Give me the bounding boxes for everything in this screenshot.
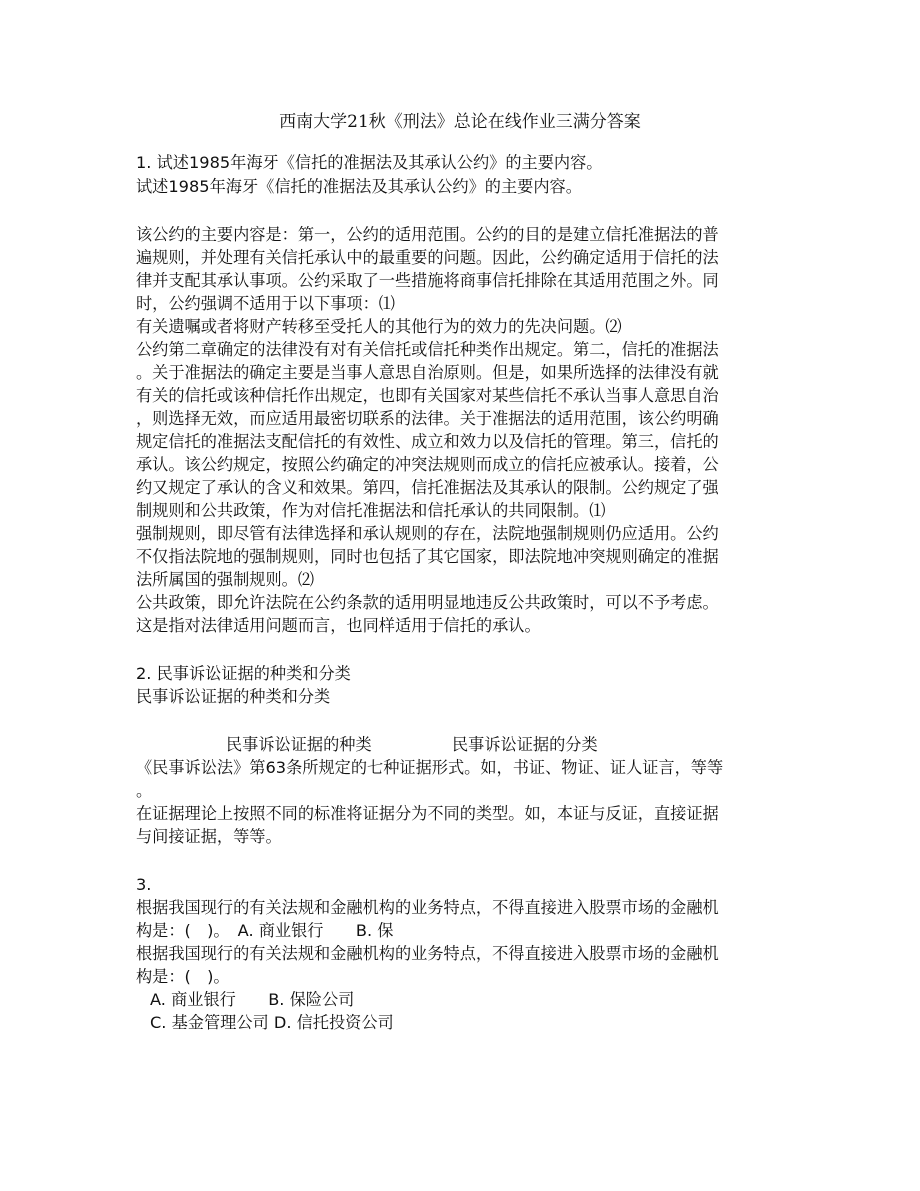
answer-line: 有关的信托或该种信托作出规定，也即有关国家对某些信托不承认当事人意思自治: [136, 386, 719, 405]
answer-line: 在证据理论上按照不同的标准将证据分为不同的类型。如，本证与反证，直接证据: [136, 804, 719, 823]
question-3-options: C. 基金管理公司 D. 信托投资公司: [150, 1013, 394, 1032]
question-3-line: 根据我国现行的有关法规和金融机构的业务特点，不得直接进入股票市场的金融机: [136, 898, 719, 917]
answer-line: 公约第二章确定的法律没有对有关信托或信托种类作出规定。第二，信托的准据法: [136, 340, 719, 359]
question-1-text: 试述1985年海牙《信托的准据法及其承认公约》的主要内容。: [136, 177, 582, 196]
answer-line: 这是指对法律适用问题而言，也同样适用于信托的承认。: [136, 616, 541, 635]
answer-line: 律并支配其承认事项。公约采取了一些措施将商事信托排除在其适用范围之外。同: [136, 271, 719, 290]
answer-line: 法所属国的强制规则。⑵: [136, 570, 315, 589]
answer-line: 与间接证据，等等。: [136, 827, 282, 846]
question-3-line: 构是：( )。 A. 商业银行 B. 保: [136, 921, 394, 940]
document-title: 西南大学21秋《刑法》总论在线作业三满分答案: [279, 112, 641, 132]
answer-line: ，则选择无效，而应适用最密切联系的法律。关于准据法的适用范围，该公约明确: [136, 409, 719, 428]
table-header-classification: 民事诉讼证据的分类: [452, 735, 598, 754]
answer-line: 强制规则，即尽管有法律选择和承认规则的存在，法院地强制规则仍应适用。公约: [136, 524, 719, 543]
question-2-text: 民事诉讼证据的种类和分类: [136, 687, 331, 706]
answer-line: 。: [136, 781, 153, 800]
answer-line: 规定信托的准据法支配信托的有效性、成立和效力以及信托的管理。第三，信托的: [136, 432, 719, 451]
answer-line: 。关于准据法的确定主要是当事人意思自治原则。但是，如果所选择的法律没有就: [136, 363, 719, 382]
question-3-options: A. 商业银行 B. 保险公司: [150, 990, 355, 1009]
question-3-number: 3.: [136, 875, 152, 894]
answer-line: 约又规定了承认的含义和效果。第四，信托准据法及其承认的限制。公约规定了强: [136, 478, 719, 497]
answer-line: 该公约的主要内容是：第一，公约的适用范围。公约的目的是建立信托准据法的普: [136, 225, 719, 244]
question-2-heading: 2. 民事诉讼证据的种类和分类: [136, 664, 351, 683]
answer-line: 时，公约强调不适用于以下事项：⑴: [136, 294, 395, 313]
answer-line: 不仅指法院地的强制规则，同时也包括了其它国家，即法院地冲突规则确定的准据: [136, 547, 719, 566]
question-3-line: 构是：( )。: [136, 967, 230, 986]
question-1-heading: 1. 试述1985年海牙《信托的准据法及其承认公约》的主要内容。: [136, 153, 603, 172]
answer-line: 《民事诉讼法》第63条所规定的七种证据形式。如，书证、物证、证人证言，等等: [136, 758, 724, 777]
answer-line: 承认。该公约规定，按照公约确定的冲突法规则而成立的信托应被承认。接着，公: [136, 455, 719, 474]
answer-line: 制规则和公共政策，作为对信托准据法和信托承认的共同限制。⑴: [136, 501, 606, 520]
question-3-line: 根据我国现行的有关法规和金融机构的业务特点，不得直接进入股票市场的金融机: [136, 944, 719, 963]
answer-line: 遍规则，并处理有关信托承认中的最重要的问题。因此，公约确定适用于信托的法: [136, 248, 719, 267]
answer-line: 公共政策，即允许法院在公约条款的适用明显地违反公共政策时，可以不予考虑。: [136, 593, 719, 612]
table-header-types: 民事诉讼证据的种类: [226, 735, 372, 754]
answer-line: 有关遗嘱或者将财产转移至受托人的其他行为的效力的先决问题。⑵: [136, 317, 622, 336]
